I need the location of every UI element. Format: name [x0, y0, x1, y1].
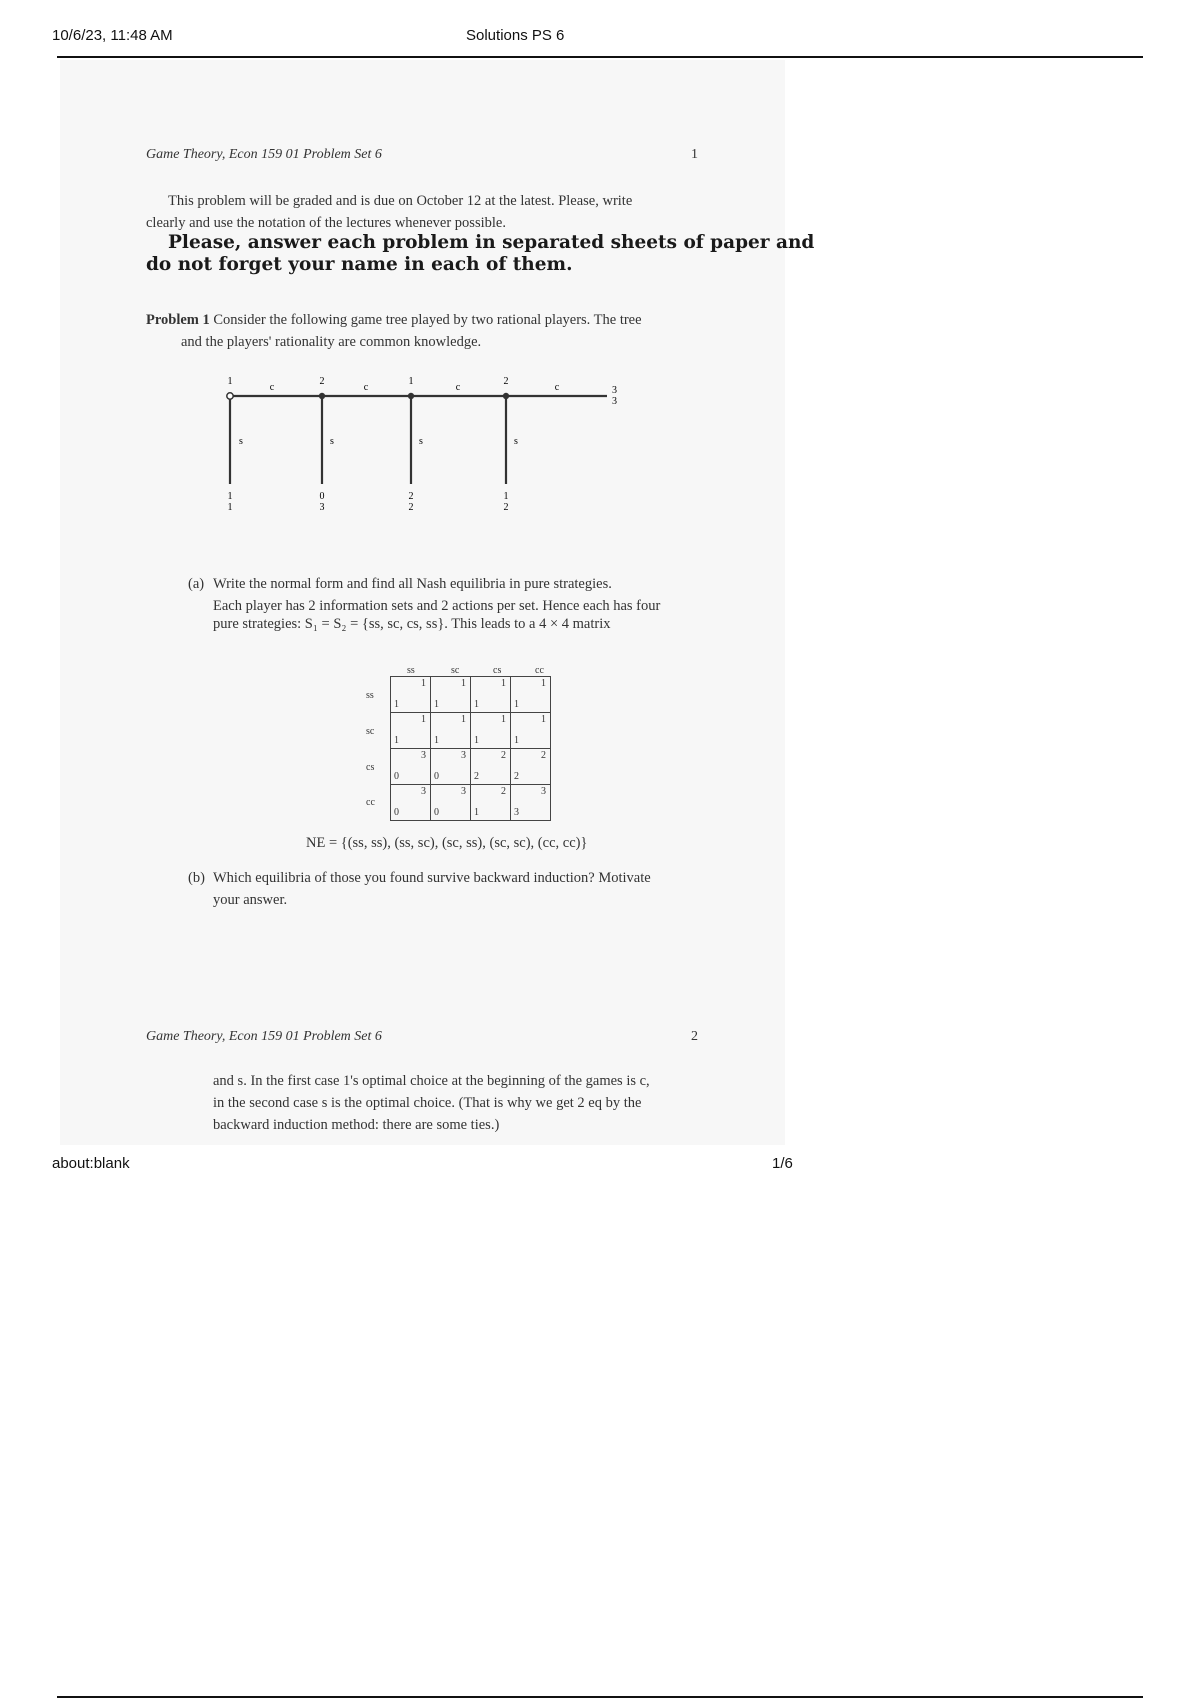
intro-line-1: This problem will be graded and is due on October 12 at the latest. Please, write [168, 193, 633, 209]
matrix-cell: 1 1 [391, 677, 431, 713]
part-a-answer-1: Each player has 2 information sets and 2 actions per set. Hence each has four [213, 598, 661, 614]
part-b-line-2: your answer. [213, 892, 288, 908]
terminal-payoff-p2: 2 [503, 502, 509, 513]
terminal-payoff-p1: 1 [503, 491, 509, 502]
node-player-label: 1 [227, 376, 233, 387]
continue-label: c [455, 382, 461, 393]
problem-1-statement [146, 309, 642, 331]
matrix-cell: 1 1 [431, 713, 471, 749]
matrix-cell: 1 1 [511, 677, 551, 713]
stop-label: s [239, 436, 243, 447]
print-url: about:blank [52, 1155, 130, 1172]
matrix-row [391, 713, 551, 749]
continue-label: c [269, 382, 275, 393]
continue-label: c [363, 382, 369, 393]
problem-label: Problem 1 [146, 312, 210, 328]
part-a-answer-2: pure strategies: S₁ = S₂ = {ss, sc, cs, ss}. This leads to a 4 × 4 matrix [213, 616, 611, 632]
terminal-payoff-p2: 2 [408, 502, 414, 513]
part-b-label: (b) [188, 870, 205, 886]
page2-line-2: in the second case s is the optimal choice. (That is why we get 2 eq by the [213, 1095, 642, 1111]
final-payoff-p2: 3 [612, 396, 617, 407]
row-header: sc [366, 726, 375, 737]
matrix-cell: 1 1 [431, 677, 471, 713]
matrix-cell: 2 2 [471, 749, 511, 785]
terminal-payoff-p1: 2 [408, 491, 414, 502]
problem-line-2: and the players' rationality are common knowledge. [181, 334, 482, 350]
matrix-row [391, 785, 551, 821]
matrix-cell: 3 0 [391, 749, 431, 785]
problem-line-1: Consider the following game tree played by two rational players. The tree [213, 312, 642, 328]
stop-label: s [419, 436, 423, 447]
col-header: cc [535, 665, 544, 676]
matrix-cell: 1 1 [511, 713, 551, 749]
decision-node [503, 393, 509, 399]
decision-node [408, 393, 414, 399]
print-datetime: 10/6/23, 11:48 AM [52, 27, 173, 44]
col-header: cs [493, 665, 502, 676]
page2-line-1: and s. In the first case 1's optimal choice at the beginning of the games is c, [213, 1073, 650, 1089]
continue-label: c [554, 382, 560, 393]
header-rule [57, 56, 1143, 58]
node-player-label: 2 [319, 376, 325, 387]
terminal-payoff-p1: 1 [227, 491, 233, 502]
col-header: sc [451, 665, 460, 676]
row-header: cc [366, 797, 375, 808]
notice-line-2: do not forget your name in each of them. [146, 254, 573, 275]
terminal-payoff-p2: 3 [319, 502, 325, 513]
matrix-cell: 3 3 [511, 785, 551, 821]
root-node [227, 393, 233, 399]
final-payoff-p1: 3 [612, 385, 617, 396]
notice-line-1: Please, answer each problem in separated sheets of paper and [168, 232, 815, 253]
matrix-cell: 3 0 [431, 749, 471, 785]
row-header: ss [366, 690, 374, 701]
stop-label: s [514, 436, 518, 447]
page-number: 2 [691, 1029, 698, 1044]
footer-rule [57, 1696, 1143, 1698]
stop-label: s [330, 436, 334, 447]
matrix-cell: 3 0 [431, 785, 471, 821]
part-a-question: Write the normal form and find all Nash equilibria in pure strategies. [213, 576, 612, 592]
terminal-payoff-p2: 1 [227, 502, 233, 513]
row-header: cs [366, 762, 375, 773]
running-head: Game Theory, Econ 159 01 Problem Set 6 [146, 147, 382, 162]
matrix-cell: 3 0 [391, 785, 431, 821]
matrix-cell: 1 1 [471, 677, 511, 713]
matrix-cell: 1 1 [471, 713, 511, 749]
matrix-row [391, 677, 551, 713]
print-page-count: 1/6 [772, 1155, 793, 1172]
part-b-line-1: Which equilibria of those you found survive backward induction? Motivate [213, 870, 651, 886]
decision-node [319, 393, 325, 399]
nash-equilibria: NE = {(ss, ss), (ss, sc), (sc, ss), (sc, sc), (cc, cc)} [306, 835, 588, 851]
node-player-label: 2 [503, 376, 509, 387]
col-header: ss [407, 665, 415, 676]
print-title: Solutions PS 6 [466, 27, 565, 44]
matrix-cell: 1 1 [391, 713, 431, 749]
page2-line-3: backward induction method: there are some ties.) [213, 1117, 500, 1133]
matrix-cell: 2 1 [471, 785, 511, 821]
payoff-matrix [390, 676, 551, 821]
page-number: 1 [691, 147, 698, 162]
running-head: Game Theory, Econ 159 01 Problem Set 6 [146, 1029, 382, 1044]
game-tree [210, 372, 630, 522]
node-player-label: 1 [408, 376, 414, 387]
terminal-payoff-p1: 0 [319, 491, 325, 502]
intro-line-2: clearly and use the notation of the lectures whenever possible. [146, 215, 506, 231]
part-a-label: (a) [188, 576, 205, 592]
matrix-row [391, 749, 551, 785]
matrix-cell: 2 2 [511, 749, 551, 785]
